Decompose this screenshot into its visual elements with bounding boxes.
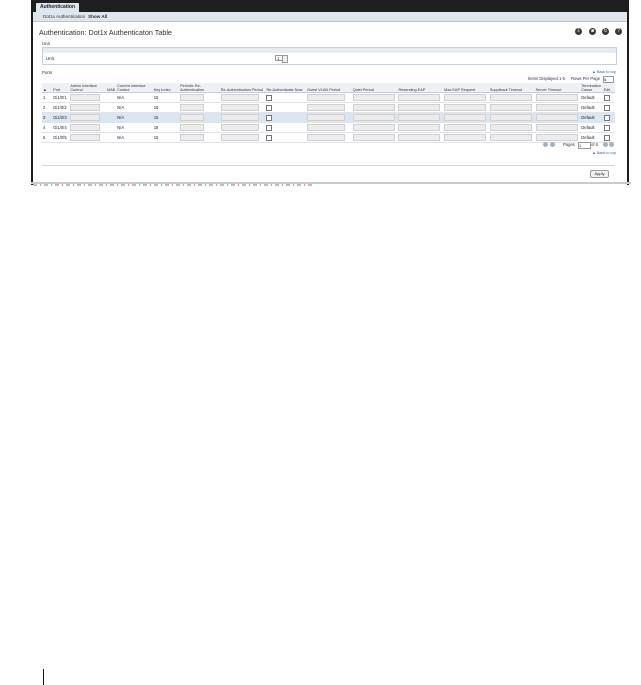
resending-eap-input (397, 133, 443, 143)
col-header-reauth-now[interactable]: Re-Authenticate Now (265, 83, 306, 93)
refresh-icon[interactable]: ↻ (603, 28, 608, 34)
reauth-now-checkbox (265, 123, 306, 133)
col-header-quiet-period[interactable]: Quiet Period (352, 83, 398, 93)
supplicant-timeout-input-field[interactable] (490, 104, 532, 111)
edit-checkbox (603, 123, 615, 133)
server-timeout-input-field[interactable] (536, 114, 578, 121)
port-cell: Gi1/0/3 (52, 113, 69, 123)
table-row[interactable] (42, 93, 615, 103)
admin-control-select (69, 103, 106, 113)
col-header-key-index[interactable]: Key Index (153, 83, 179, 93)
resending-eap-input-field[interactable] (398, 134, 440, 141)
periodic-reauth-select (179, 93, 220, 103)
periodic-reauth-select-field[interactable] (180, 134, 204, 141)
admin-control-select-field[interactable] (70, 124, 100, 131)
col-header-max-eap-request[interactable]: Max EAP Request (443, 83, 489, 93)
unit-select[interactable]: 1 (275, 55, 284, 61)
supplicant-timeout-input (489, 133, 535, 143)
supplicant-timeout-input (489, 103, 535, 113)
port-cell: Gi1/0/1 (52, 93, 69, 103)
periodic-reauth-select-field[interactable] (180, 94, 204, 101)
reauth-now-checkbox-box[interactable] (266, 135, 272, 141)
col-header-supplicant-timeout[interactable]: Supplicant Timeout (489, 83, 535, 93)
unit-label: Unit (46, 56, 54, 61)
max-eap-request-input (443, 93, 489, 103)
quiet-period-input (352, 123, 398, 133)
mab-cell (106, 113, 116, 123)
reauth-now-checkbox (265, 113, 306, 123)
periodic-reauth-select (179, 123, 220, 133)
unit-panel (42, 47, 617, 65)
sub-navigation (33, 12, 627, 22)
periodic-reauth-select-field[interactable] (180, 114, 204, 121)
table-row[interactable] (42, 123, 615, 133)
col-header-edit: Edit (603, 83, 615, 93)
mab-cell (106, 93, 116, 103)
max-eap-request-input-field[interactable] (444, 124, 486, 131)
port-cell: Gi1/0/5 (52, 133, 69, 143)
admin-control-select-field[interactable] (70, 134, 100, 141)
row-index: 1 (42, 93, 52, 103)
periodic-reauth-select-field[interactable] (180, 124, 204, 131)
max-eap-request-input-field[interactable] (444, 114, 486, 121)
mab-cell (106, 123, 116, 133)
mab-cell (106, 133, 116, 143)
col-header-reauth-period[interactable]: Re-Authentication Period (220, 83, 266, 93)
periodic-reauth-select (179, 133, 220, 143)
ports-table (42, 83, 615, 143)
guest-vlan-period-input (306, 103, 352, 113)
current-control-cell: N/A (116, 123, 153, 133)
items-displayed: Items Displayed 1-5 (528, 76, 566, 81)
col-header-guest-vlan-period[interactable]: Guest VLAN Period (306, 83, 352, 93)
ports-table-body (42, 93, 615, 143)
server-timeout-input-field[interactable] (536, 124, 578, 131)
reauth-period-input-field[interactable] (221, 114, 259, 121)
admin-control-select (69, 113, 106, 123)
page-number-input[interactable]: 1 (578, 142, 591, 149)
apply-button[interactable]: Apply (590, 170, 609, 178)
edit-checkbox (603, 113, 615, 123)
col-header-server-timeout[interactable]: Server Timeout (535, 83, 581, 93)
reauth-now-checkbox-box[interactable] (266, 125, 272, 131)
max-eap-request-input (443, 133, 489, 143)
termination-cause-cell: Default (580, 133, 602, 143)
ports-section-heading: Ports (42, 70, 53, 75)
key-index-cell: 15 (153, 123, 179, 133)
admin-control-select (69, 133, 106, 143)
reauth-now-checkbox-box[interactable] (266, 105, 272, 111)
last-page-button[interactable] (609, 142, 614, 147)
first-page-button[interactable] (550, 142, 555, 147)
back-to-top-link-bottom[interactable]: ▲ Back to top (592, 151, 616, 155)
current-control-cell: N/A (116, 103, 153, 113)
periodic-reauth-select-field[interactable] (180, 104, 204, 111)
max-eap-request-input-field[interactable] (444, 104, 486, 111)
status-bar-text (33, 184, 313, 186)
col-header-mab[interactable]: MAB (106, 83, 116, 93)
tab-authentication[interactable]: Authentication (36, 3, 79, 12)
current-control-cell: N/A (116, 113, 153, 123)
pages-label: Pages (563, 142, 575, 147)
port-cell: Gi1/0/2 (52, 103, 69, 113)
quiet-period-input (352, 103, 398, 113)
resending-eap-input (397, 103, 443, 113)
row-index: 2 (42, 103, 52, 113)
max-eap-request-input (443, 123, 489, 133)
supplicant-timeout-input (489, 123, 535, 133)
reauth-period-input-field[interactable] (221, 104, 259, 111)
termination-cause-cell: Default (580, 103, 602, 113)
quiet-period-input (352, 133, 398, 143)
admin-control-select-field[interactable] (70, 104, 100, 111)
page-margin-mark (43, 669, 44, 685)
admin-control-select (69, 93, 106, 103)
reauth-period-input (220, 113, 266, 123)
mab-cell (106, 103, 116, 113)
col-header-admin-interface-control[interactable]: Admin Interface Control (69, 83, 106, 93)
max-eap-request-input (443, 113, 489, 123)
admin-control-select-field[interactable] (70, 114, 100, 121)
reauth-now-checkbox-box[interactable] (266, 115, 272, 121)
periodic-reauth-select (179, 103, 220, 113)
edit-checkbox-box[interactable] (604, 135, 610, 141)
resending-eap-input-field[interactable] (398, 94, 440, 101)
guest-vlan-period-input-field[interactable] (307, 134, 345, 141)
edit-checkbox-box[interactable] (604, 95, 610, 101)
page-title: Authentication: Dot1x Authenticaton Table (39, 28, 172, 37)
termination-cause-cell: Default (580, 113, 602, 123)
reauth-period-input-field[interactable] (221, 94, 259, 101)
supplicant-timeout-input (489, 113, 535, 123)
row-index: 4 (42, 123, 52, 133)
col-header-periodic-reauth[interactable]: Periodic Re-Authentication (179, 83, 220, 93)
quiet-period-input (352, 93, 398, 103)
quiet-period-input-field[interactable] (353, 104, 395, 111)
guest-vlan-period-input-field[interactable] (307, 124, 345, 131)
resending-eap-input-field[interactable] (398, 124, 440, 131)
guest-vlan-period-input-field[interactable] (307, 94, 345, 101)
quiet-period-input-field[interactable] (353, 124, 395, 131)
quiet-period-input-field[interactable] (353, 94, 395, 101)
table-row[interactable] (42, 133, 615, 143)
edit-checkbox (603, 133, 615, 143)
current-control-cell: N/A (116, 93, 153, 103)
edit-checkbox-box[interactable] (604, 125, 610, 131)
server-timeout-input (535, 103, 581, 113)
server-timeout-input-field[interactable] (536, 134, 578, 141)
print-icon[interactable]: ■ (590, 28, 595, 34)
guest-vlan-period-input (306, 133, 352, 143)
col-header-current-interface-control[interactable]: Current Interface Control (116, 83, 153, 93)
guest-vlan-period-input (306, 93, 352, 103)
termination-cause-cell: Default (580, 93, 602, 103)
server-timeout-input-field[interactable] (536, 94, 578, 101)
resending-eap-input-field[interactable] (398, 104, 440, 111)
row-index: 5 (42, 133, 52, 143)
server-timeout-input (535, 93, 581, 103)
reauth-period-input (220, 93, 266, 103)
subnav-show-all[interactable]: Show All (88, 14, 108, 19)
edit-checkbox (603, 93, 615, 103)
reauth-now-checkbox-box[interactable] (266, 95, 272, 101)
table-row[interactable] (42, 113, 615, 123)
rows-per-page-select[interactable]: 5 (603, 76, 614, 83)
guest-vlan-period-input (306, 113, 352, 123)
back-to-top-link[interactable]: ▲ Back to top (592, 70, 616, 74)
quiet-period-input (352, 113, 398, 123)
reauth-now-checkbox (265, 133, 306, 143)
max-eap-request-input-field[interactable] (444, 94, 486, 101)
page-count: of 6 (591, 142, 598, 147)
divider (42, 165, 615, 166)
table-row[interactable] (42, 103, 615, 113)
export-icon[interactable]: ⇩ (576, 28, 581, 34)
server-timeout-input-field[interactable] (536, 104, 578, 111)
supplicant-timeout-input-field[interactable] (490, 124, 532, 131)
reauth-period-input (220, 133, 266, 143)
edit-checkbox-box[interactable] (604, 115, 610, 121)
supplicant-timeout-input-field[interactable] (490, 134, 532, 141)
resending-eap-input (397, 93, 443, 103)
guest-vlan-period-input-field[interactable] (307, 104, 345, 111)
edit-checkbox-box[interactable] (604, 105, 610, 111)
reauth-period-input-field[interactable] (221, 124, 259, 131)
next-page-button[interactable] (603, 142, 608, 147)
termination-cause-cell: Default (580, 123, 602, 133)
key-index-cell: 15 (153, 133, 179, 143)
quiet-period-input-field[interactable] (353, 134, 395, 141)
col-header-resending-eap[interactable]: Resending EAP (397, 83, 443, 93)
resending-eap-input (397, 113, 443, 123)
server-timeout-input (535, 123, 581, 133)
help-icon[interactable]: ? (615, 28, 622, 35)
reauth-period-input (220, 123, 266, 133)
edit-checkbox (603, 103, 615, 113)
max-eap-request-input (443, 103, 489, 113)
table-header-row (42, 83, 615, 93)
subnav-dot1x-authentication[interactable]: Dot1x Authentication (43, 14, 86, 19)
reauth-now-checkbox (265, 93, 306, 103)
prev-page-button[interactable] (543, 142, 548, 147)
supplicant-timeout-input-field[interactable] (490, 94, 532, 101)
quiet-period-input-field[interactable] (353, 114, 395, 121)
resending-eap-input-field[interactable] (398, 114, 440, 121)
key-index-cell: 15 (153, 93, 179, 103)
resending-eap-input (397, 123, 443, 133)
port-cell: Gi1/0/4 (52, 123, 69, 133)
unit-section-heading: Unit (42, 41, 50, 46)
right-border (627, 0, 629, 185)
admin-control-select (69, 123, 106, 133)
top-navigation-bar (31, 0, 629, 12)
reauth-now-checkbox (265, 103, 306, 113)
row-index: 3 (42, 113, 52, 123)
col-header-port[interactable]: Port (52, 83, 69, 93)
server-timeout-input (535, 133, 581, 143)
key-index-cell: 15 (153, 103, 179, 113)
unit-panel-header (43, 48, 616, 53)
current-control-cell: N/A (116, 133, 153, 143)
admin-control-select-field[interactable] (70, 94, 100, 101)
reauth-period-input (220, 103, 266, 113)
guest-vlan-period-input-field[interactable] (307, 114, 345, 121)
sort-all-header[interactable]: ▲ (42, 83, 52, 93)
reauth-period-input-field[interactable] (221, 134, 259, 141)
key-index-cell: 15 (153, 113, 179, 123)
supplicant-timeout-input-field[interactable] (490, 114, 532, 121)
max-eap-request-input-field[interactable] (444, 134, 486, 141)
col-header-termination-cause[interactable]: Termination Cause (581, 84, 601, 92)
guest-vlan-period-input (306, 123, 352, 133)
server-timeout-input (535, 113, 581, 123)
rows-per-page-label: Rows Per Page (571, 76, 601, 81)
left-border (31, 0, 33, 185)
periodic-reauth-select (179, 113, 220, 123)
supplicant-timeout-input (489, 93, 535, 103)
